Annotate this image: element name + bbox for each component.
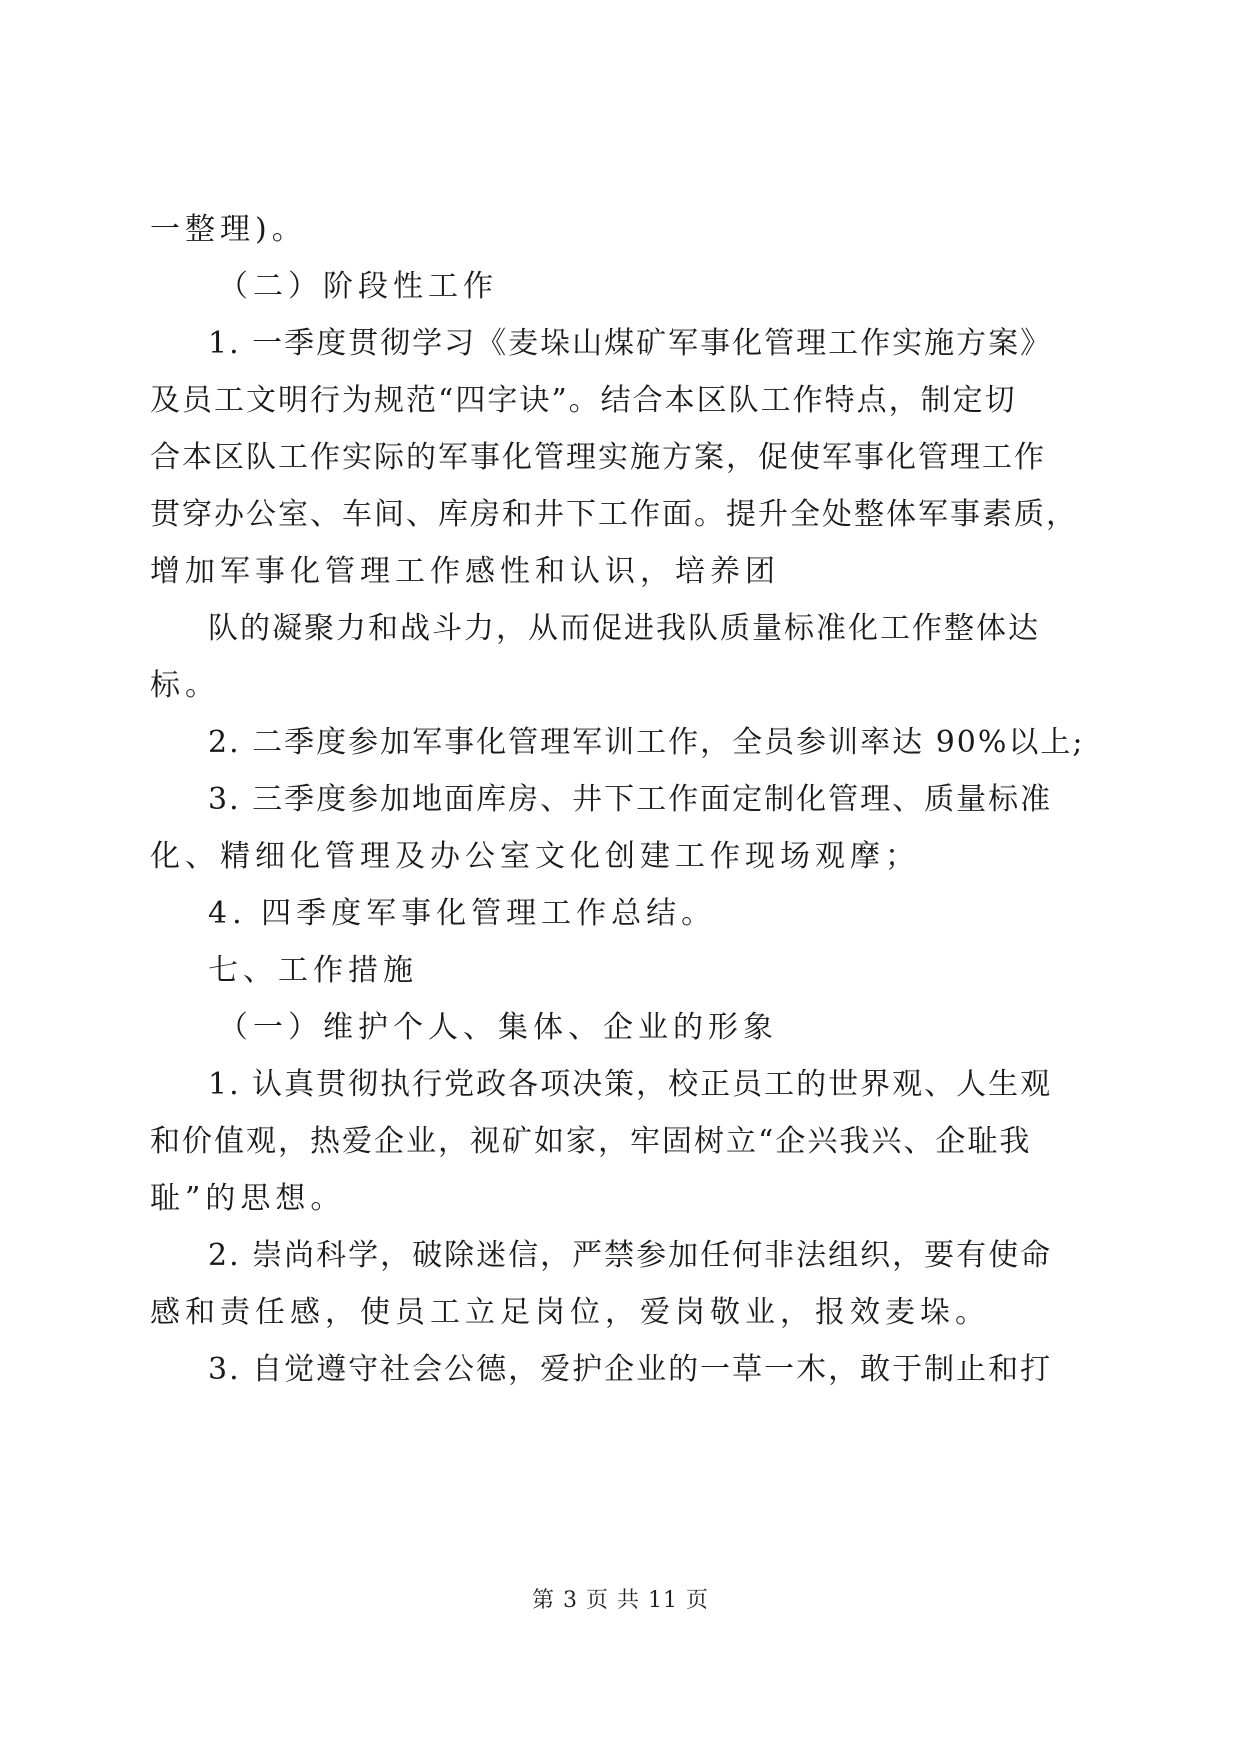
page-number-footer: 第 3 页 共 11 页 [532,1588,709,1613]
text-line-19: 2. 崇尚科学，破除迷信，严禁参加任何非法组织，要有使命 [208,1238,1053,1273]
text-line-21: 3. 自觉遵守社会公德，爱护企业的一草一木，敢于制止和打 [208,1352,1053,1387]
text-line-5: 合本区队工作实际的军事化管理实施方案，促使军事化管理工作 [150,440,1046,475]
text-line-6: 贯穿办公室、车间、库房和井下工作面。提升全处整体军事素质， [150,497,1078,532]
text-line-4: 及员工文明行为规范“四字诀”。结合本区队工作特点，制定切 [150,383,1017,418]
text-line-11: 3. 三季度参加地面库房、井下工作面定制化管理、质量标准 [208,782,1053,817]
section-heading-15: （一）维护个人、集体、企业的形象 [218,1010,778,1045]
text-line-20: 感和责任感，使员工立足岗位，爱岗敬业，报效麦垛。 [150,1295,990,1330]
text-line-1: 一整理)。 [150,212,307,247]
text-line-7: 增加军事化管理工作感性和认识，培养团 [150,554,780,589]
text-line-8: 队的凝聚力和战斗力，从而促进我队质量标准化工作整体达 [208,611,1040,646]
text-line-13: 4. 四季度军事化管理工作总结。 [208,896,717,931]
text-line-12: 化、精细化管理及办公室文化创建工作现场观摩； [150,839,920,874]
text-line-17: 和价值观，热爱企业，视矿如家，牢固树立“企兴我兴、企耻我 [150,1124,1032,1159]
text-line-3: 1. 一季度贯彻学习《麦垛山煤矿军事化管理工作实施方案》 [208,326,1053,361]
text-line-18: 耻”的思想。 [150,1181,346,1216]
text-line-16: 1. 认真贯彻执行党政各项决策，校正员工的世界观、人生观 [208,1067,1053,1102]
text-line-10: 2. 二季度参加军事化管理军训工作，全员参训率达 90%以上; [208,725,1085,760]
text-line-9: 标。 [150,668,220,703]
section-heading-2: （二）阶段性工作 [218,269,498,304]
section-heading-14: 七、工作措施 [208,953,418,988]
